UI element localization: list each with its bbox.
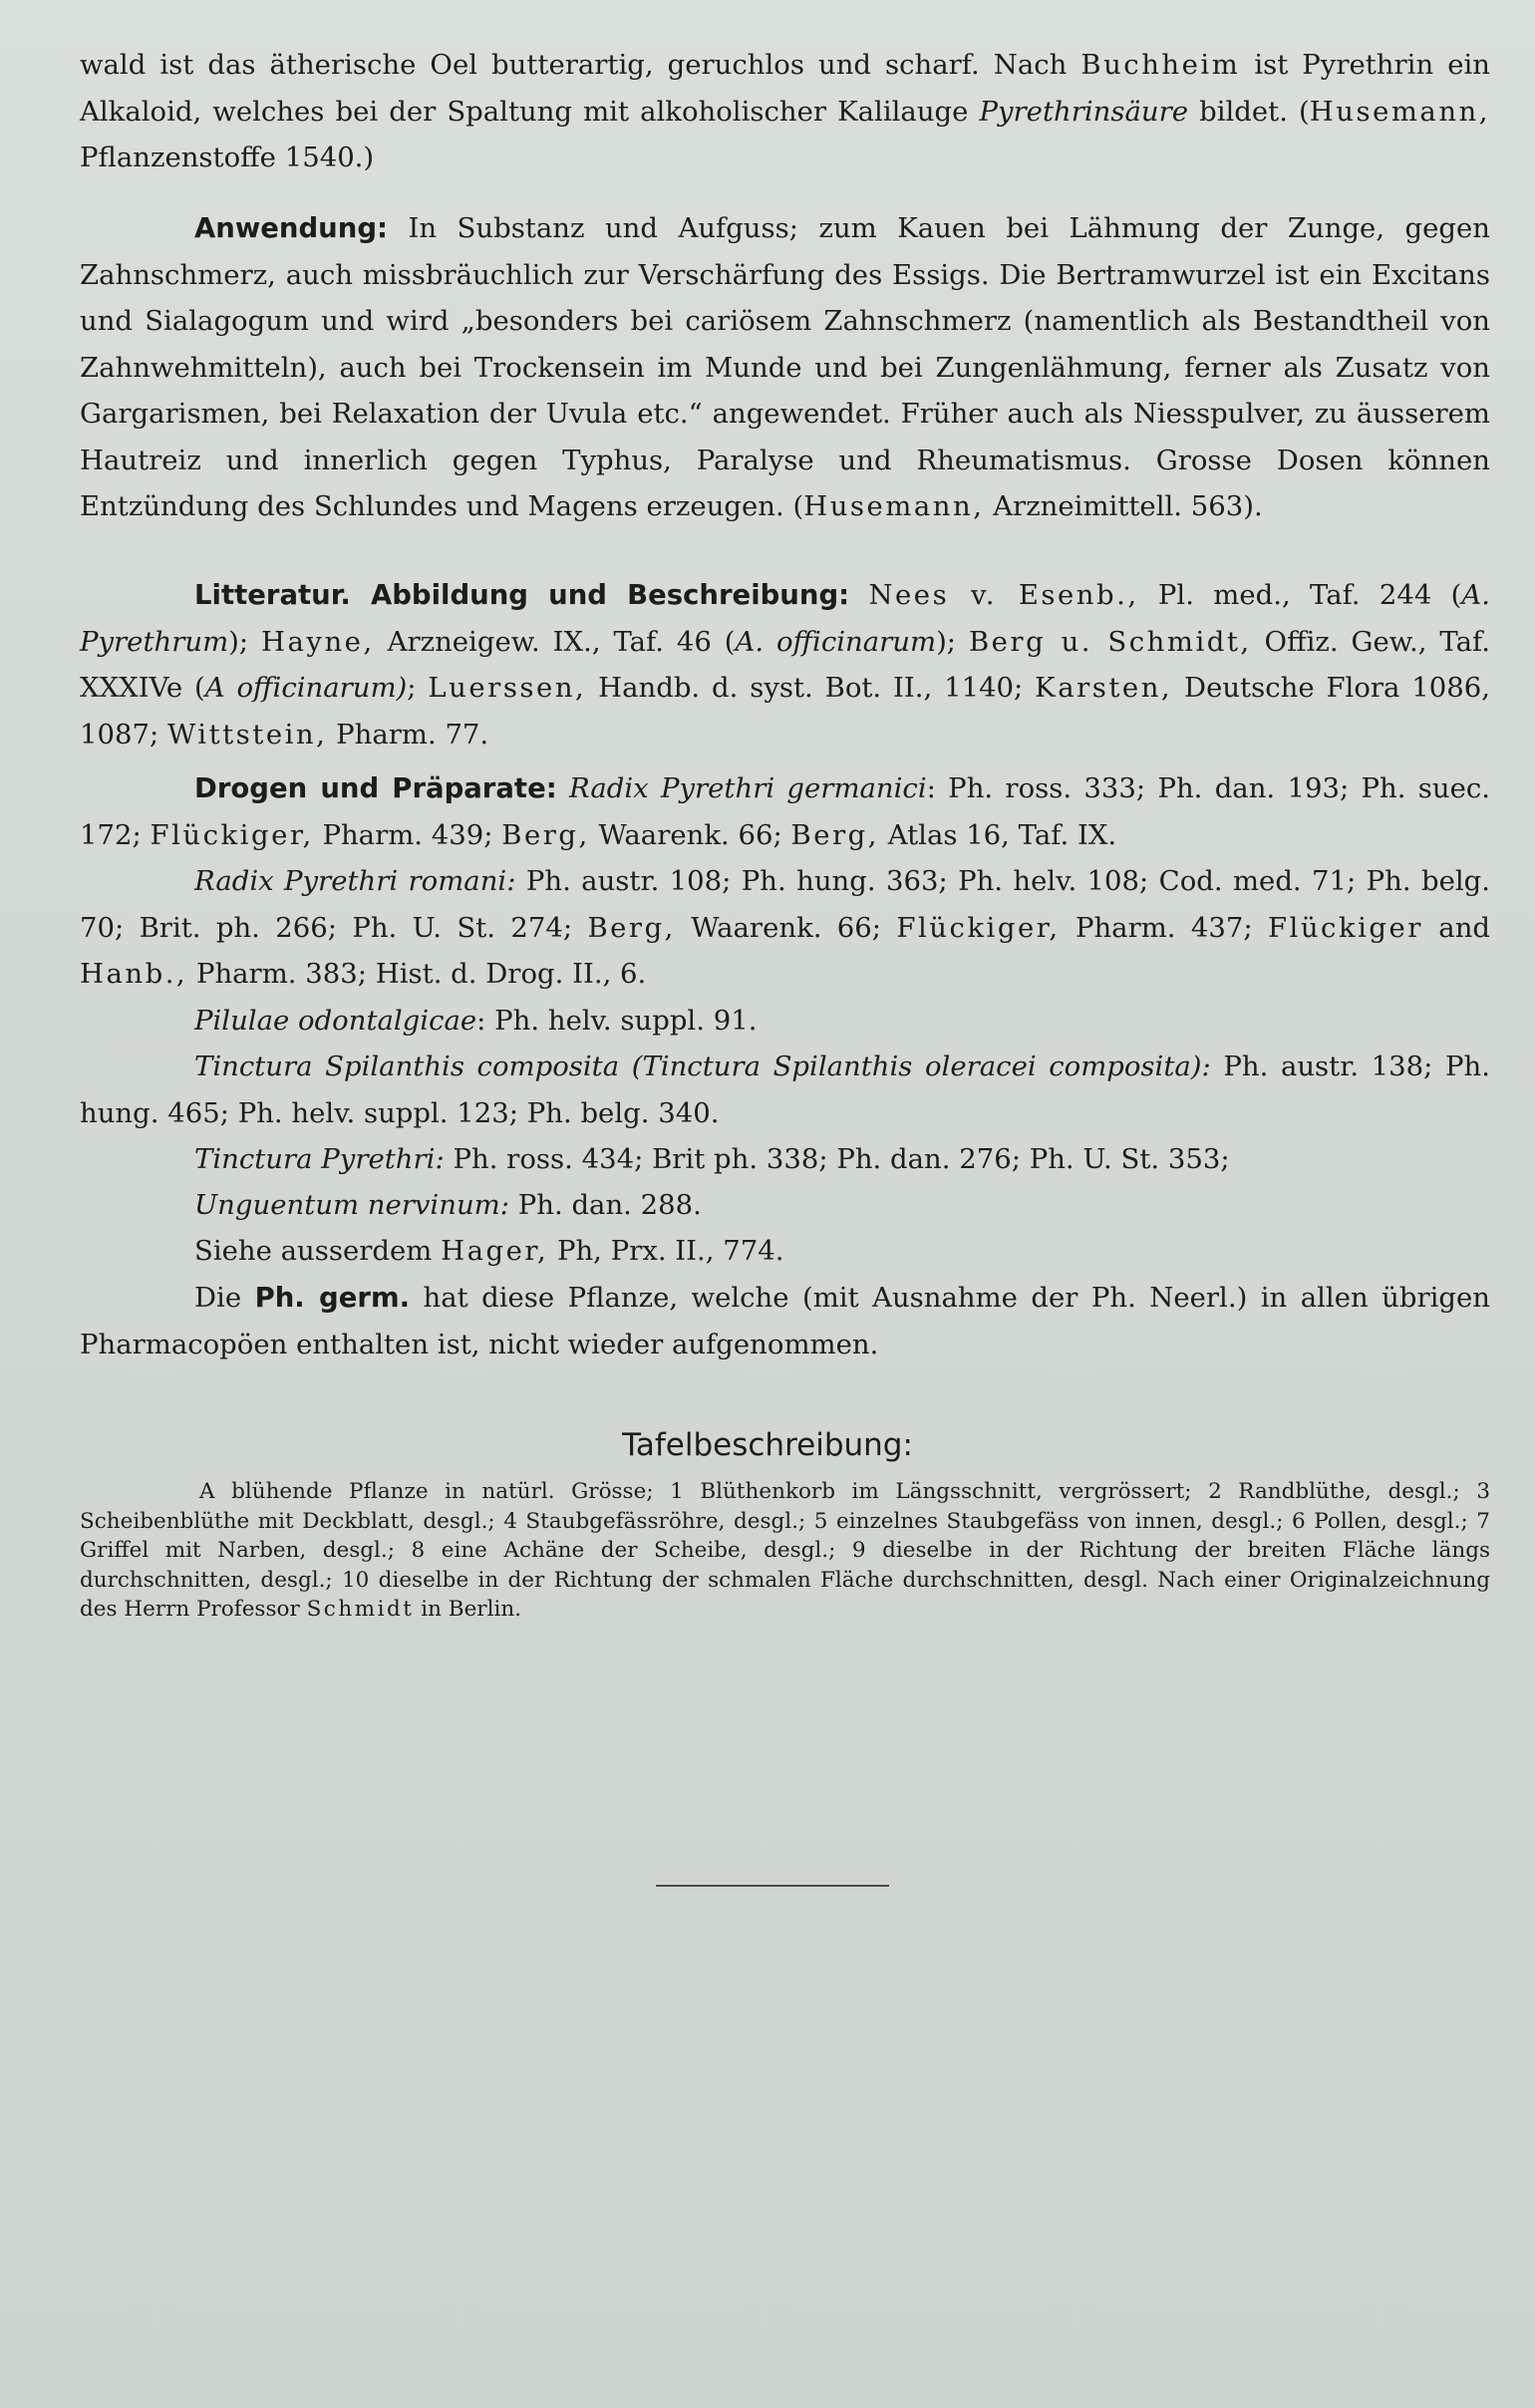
- italic-term: Tinctura Spilanthis composita (Tinctura Spilanthis oleracei composita):: [194, 1051, 1211, 1082]
- text: : Ph. helv. suppl. 91.: [476, 1005, 758, 1037]
- paragraph-drogen-2: [80, 858, 1490, 998]
- italic-term: Radix Pyrethri romani:: [194, 865, 516, 897]
- text: : Ph. ross. 333; Ph. dan. 193; Ph. suec. 172;: [80, 772, 1490, 851]
- tafel-caption: [80, 1477, 1490, 1625]
- italic-term: Tinctura Pyrethri:: [194, 1143, 445, 1175]
- author-name: Hayne,: [261, 625, 375, 658]
- author-name: Berg u. Schmidt,: [968, 625, 1252, 658]
- text: Waarenk. 66;: [598, 818, 782, 851]
- text: Die: [194, 1282, 242, 1314]
- paragraph-drogen-8: [80, 1275, 1490, 1367]
- text: Pharm. 437;: [1074, 911, 1253, 944]
- text: Ph. austr. 138; Ph. hung. 465; Ph. helv. suppl. 123; Ph. belg. 340.: [80, 1051, 1490, 1129]
- author-name: Berg,: [790, 818, 879, 851]
- text: );: [936, 625, 969, 658]
- text: Siehe ausserdem: [194, 1235, 433, 1267]
- paragraph-drogen-7: [80, 1228, 1490, 1275]
- paragraph-drogen-6: [80, 1182, 1490, 1229]
- bold-term: Ph. germ.: [254, 1282, 411, 1314]
- author-name: Berg,: [501, 818, 590, 851]
- text: ;: [407, 672, 429, 704]
- author-name: Karsten,: [1035, 672, 1173, 704]
- text: wald ist das ätherische Oel butterartig, geruchlos und scharf. Nach: [80, 49, 1068, 81]
- italic-term: Pyrethrinsäure: [979, 95, 1189, 128]
- paragraph-litteratur: [80, 572, 1490, 757]
- text: Arzneimittell. 563).: [993, 490, 1263, 522]
- author-name: Hanb.,: [80, 958, 188, 990]
- text: Atlas 16, Taf. IX.: [887, 818, 1117, 851]
- text: Pharm. 383; Hist. d. Drog. II., 6.: [195, 958, 647, 990]
- author-name: Buchheim: [1080, 49, 1241, 81]
- paragraph-pyrethrin: [80, 42, 1490, 181]
- text: Handb. d. syst. Bot. II., 1140;: [598, 672, 1036, 704]
- paragraph-drogen-1: [80, 765, 1490, 858]
- section-heading-drogen: Drogen und Präparate:: [194, 772, 557, 804]
- text: Ph, Prx. II., 774.: [556, 1235, 784, 1267]
- paragraph-drogen-5: [80, 1136, 1490, 1183]
- section-heading-anwendung: Anwendung:: [194, 212, 389, 244]
- text: bildet. (: [1199, 95, 1310, 128]
- text: Ph. dan. 288.: [517, 1189, 702, 1221]
- text: and: [1438, 911, 1491, 944]
- author-name: Flückiger: [1267, 911, 1423, 944]
- author-name: Schmidt: [306, 1597, 415, 1622]
- text: Pl. med., Taf. 244 (: [1157, 579, 1462, 611]
- italic-term: Pilulae odontalgicae: [194, 1005, 477, 1037]
- indent: [80, 1479, 199, 1504]
- author-name: Nees v. Esenb.,: [868, 579, 1139, 611]
- text: A blühende Pflanze in natürl. Grösse; 1 Blüthenkorb im Längsschnitt, vergrössert; 2 Randblüthe, desgl.; 3 Scheibenblüthe mit Deckblatt, desgl.; 4 Staubgefässröhre, desgl.; 5 einzelnes Staubgefäss von innen, desgl.; 6 Pollen, desgl.; 7 Griffel mit Narben, desgl.; 8 eine Achäne der Scheibe, desgl.; 9 dieselbe in der Richtung der breiten Fläche längs durchschnitten, desgl.; 10 dieselbe in der Richtung der schmalen Fläche durchschnitten, desgl. Nach einer Originalzeichnung des Herrn Professor: [80, 1479, 1490, 1622]
- author-name: Hager,: [441, 1235, 549, 1267]
- text: );: [228, 625, 262, 658]
- author-name: Wittstein,: [167, 718, 328, 751]
- section-heading-litteratur: Litteratur. Abbildung und Beschreibung:: [194, 579, 850, 611]
- author-name: Flückiger,: [150, 818, 314, 851]
- text: Ph. ross. 434; Brit ph. 338; Ph. dan. 276; Ph. U. St. 353;: [453, 1143, 1230, 1175]
- author-name: Husemann,: [803, 490, 985, 522]
- text: Pflanzenstoffe 1540.): [80, 142, 375, 173]
- author-name: Flückiger,: [896, 911, 1061, 944]
- author-name: Berg,: [587, 911, 676, 944]
- italic-term: A officinarum): [204, 672, 408, 704]
- author-name: Luerssen,: [428, 672, 587, 704]
- section-divider: [656, 1885, 889, 1887]
- italic-term: A. officinarum: [735, 625, 937, 658]
- paragraph-anwendung: [80, 205, 1490, 530]
- tafel-heading: Tafelbeschreibung:: [622, 1427, 913, 1463]
- text: Ph. austr. 108; Ph. hung. 363; Ph. helv. 108; Cod. med. 71; Ph. belg. 70; Brit. ph. 266; Ph. U. St. 274;: [80, 865, 1490, 944]
- paragraph-drogen-3: [80, 998, 1490, 1045]
- text: Pharm. 439;: [322, 818, 493, 851]
- text: Deutsche Flora 1086, 1087;: [80, 672, 1490, 751]
- text: hat diese Pflanze, welche (mit Ausnahme der Ph. Neerl.) in allen übrigen Pharmacopöen enthalten ist, nicht wieder aufgenommen.: [80, 1282, 1490, 1360]
- author-name: Husemann,: [1309, 95, 1490, 128]
- text: In Substanz und Aufguss; zum Kauen bei Lähmung der Zunge, gegen Zahnschmerz, auch missbräuchlich zur Verschärfung des Essigs. Die Bertramwurzel ist ein Excitans und Sialagogum und wird „besonders bei cariösem Zahnschmerz (namentlich als Bestandtheil von Zahnwehmitteln), auch bei Trockensein im Munde und bei Zungenlähmung, ferner als Zusatz von Gargarismen, bei Relaxation der Uvula etc.“ angewendet. Früher auch als Niesspulver, zu äusserem Hautreiz und innerlich gegen Typhus, Paralyse und Rheumatismus. Grosse Dosen können Entzündung des Schlundes und Magens erzeugen. (: [80, 212, 1490, 522]
- text: Pharm. 77.: [336, 718, 489, 751]
- paragraph-drogen-4: [80, 1044, 1490, 1136]
- italic-term: Radix Pyrethri germanici: [569, 772, 927, 804]
- text: Arzneigew. IX., Taf. 46 (: [387, 625, 736, 658]
- italic-term: Unguentum nervinum:: [194, 1189, 509, 1221]
- text: Waarenk. 66;: [691, 911, 882, 944]
- text: Offiz. Gew., Taf. XXXIVe (: [80, 625, 1490, 704]
- italic-term: A. Pyrethrum: [80, 579, 1490, 658]
- text: in Berlin.: [421, 1597, 522, 1622]
- text: ist Pyrethrin ein Alkaloid, welches bei der Spaltung mit alkoholischer Kalilauge: [80, 49, 1490, 128]
